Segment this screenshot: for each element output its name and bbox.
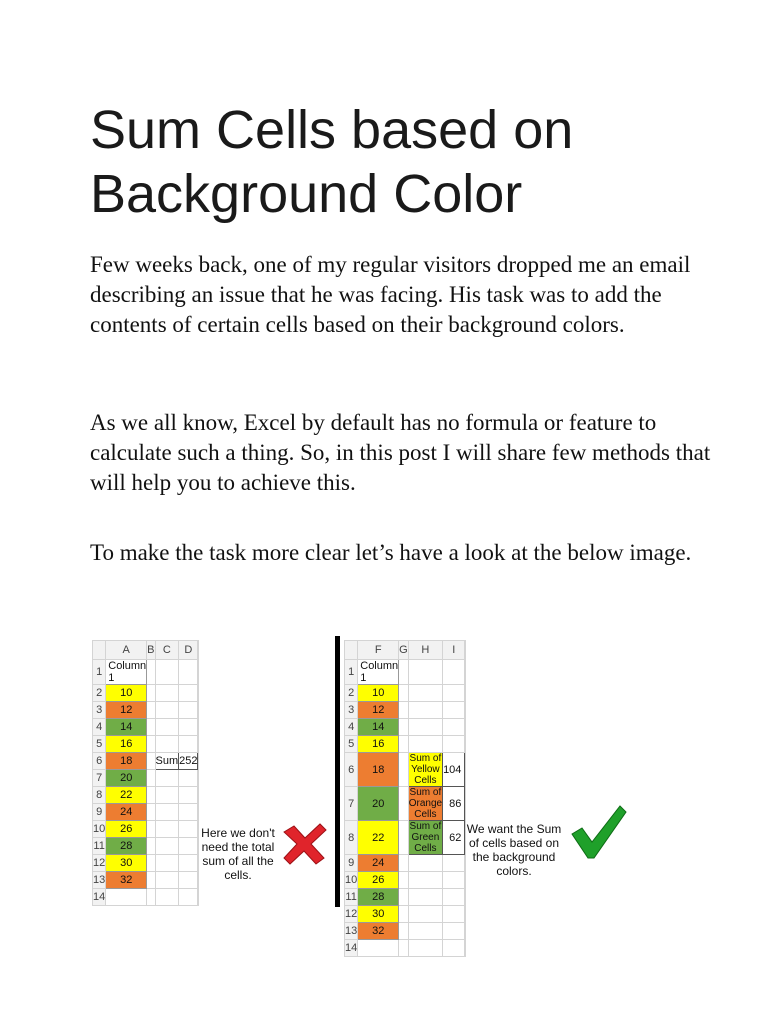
row-number: 5 [345, 736, 358, 753]
row-number: 14 [93, 889, 106, 906]
column-1-header-cell: Column 1 [106, 660, 147, 685]
value-cell: 12 [358, 702, 399, 719]
row-number: 3 [93, 702, 106, 719]
row-number: 4 [93, 719, 106, 736]
row-number: 6 [345, 753, 358, 787]
value-cell: 32 [106, 872, 147, 889]
note-left: Here we don't need the total sum of all the cells. [201, 826, 275, 882]
value-cell: 28 [358, 889, 399, 906]
sum-value-cell: 252 [179, 753, 198, 770]
value-cell: 26 [358, 872, 399, 889]
value-cell: 10 [358, 685, 399, 702]
value-cell: 16 [106, 736, 147, 753]
column-header-j [465, 641, 466, 660]
value-cell: 26 [106, 821, 147, 838]
row-number: 7 [345, 787, 358, 821]
row-number: 1 [93, 660, 106, 685]
value-cell: 24 [106, 804, 147, 821]
row-number: 12 [93, 855, 106, 872]
column-header-f: F [358, 641, 399, 660]
value-cell: 24 [358, 855, 399, 872]
row-number: 8 [345, 821, 358, 855]
value-cell: 10 [106, 685, 147, 702]
row-number: 5 [93, 736, 106, 753]
column-header-h: H [408, 641, 442, 660]
value-cell: 32 [358, 923, 399, 940]
value-cell: 30 [358, 906, 399, 923]
column-header-g: G [399, 641, 409, 660]
column-1-header-cell: Column 1 [358, 660, 399, 685]
column-header-c: C [155, 641, 179, 660]
right-spreadsheet [344, 640, 466, 957]
red-cross-icon [280, 822, 330, 866]
corner-cell [345, 641, 358, 660]
sum-orange-value: 86 [443, 787, 465, 821]
row-number: 7 [93, 770, 106, 787]
value-cell: 22 [358, 821, 399, 855]
value-cell: 20 [106, 770, 147, 787]
row-number: 11 [93, 838, 106, 855]
value-cell: 22 [106, 787, 147, 804]
row-number: 1 [345, 660, 358, 685]
note-right: We want the Sum of cells based on the background colors. [466, 822, 562, 878]
green-checkmark-icon [570, 804, 628, 860]
value-cell: 14 [106, 719, 147, 736]
sum-yellow-label: Sum of Yellow Cells [409, 753, 442, 786]
value-cell: 12 [106, 702, 147, 719]
paragraph-lead-in: To make the task more clear let’s have a look at the below image. [90, 540, 692, 565]
sum-orange-label: Sum of Orange Cells [408, 787, 443, 820]
row-number: 13 [345, 923, 358, 940]
value-cell: 16 [358, 736, 399, 753]
value-cell: 20 [358, 787, 399, 821]
sum-green-value: 62 [443, 821, 465, 855]
row-number: 12 [345, 906, 358, 923]
column-header-e [198, 641, 199, 660]
sum-green-label: Sum of Green Cells [409, 821, 442, 854]
row-number: 13 [93, 872, 106, 889]
divider-bar [335, 636, 340, 907]
row-number: 8 [93, 787, 106, 804]
article-title: Sum Cells based on Background Color [90, 100, 574, 224]
row-number: 10 [345, 872, 358, 889]
column-header-d: D [179, 641, 198, 660]
value-cell: 18 [358, 753, 399, 787]
row-number: 2 [345, 685, 358, 702]
value-cell: 28 [106, 838, 147, 855]
row-number: 2 [93, 685, 106, 702]
paragraph-context: As we all know, Excel by default has no formula or feature to calculate such a thing. So, in this post I will share few methods that will help you to achieve this. [90, 410, 711, 495]
value-cell: 18 [106, 753, 147, 770]
column-header-i: I [443, 641, 465, 660]
row-number: 14 [345, 940, 358, 957]
row-number: 11 [345, 889, 358, 906]
value-cell: 30 [106, 855, 147, 872]
row-number: 10 [93, 821, 106, 838]
sum-label-cell: Sum [155, 753, 179, 770]
corner-cell [93, 641, 106, 660]
column-header-b: B [147, 641, 155, 660]
paragraph-intro: Few weeks back, one of my regular visitors dropped me an email describing an issue that he was facing. His task was to add the contents of certain cells based on their background colors. [90, 252, 691, 337]
sum-yellow-value: 104 [443, 753, 465, 787]
row-number: 3 [345, 702, 358, 719]
column-header-a: A [106, 641, 147, 660]
value-cell: 14 [358, 719, 399, 736]
row-number: 9 [345, 855, 358, 872]
row-number: 6 [93, 753, 106, 770]
row-number: 9 [93, 804, 106, 821]
row-number: 4 [345, 719, 358, 736]
left-spreadsheet [92, 640, 199, 906]
